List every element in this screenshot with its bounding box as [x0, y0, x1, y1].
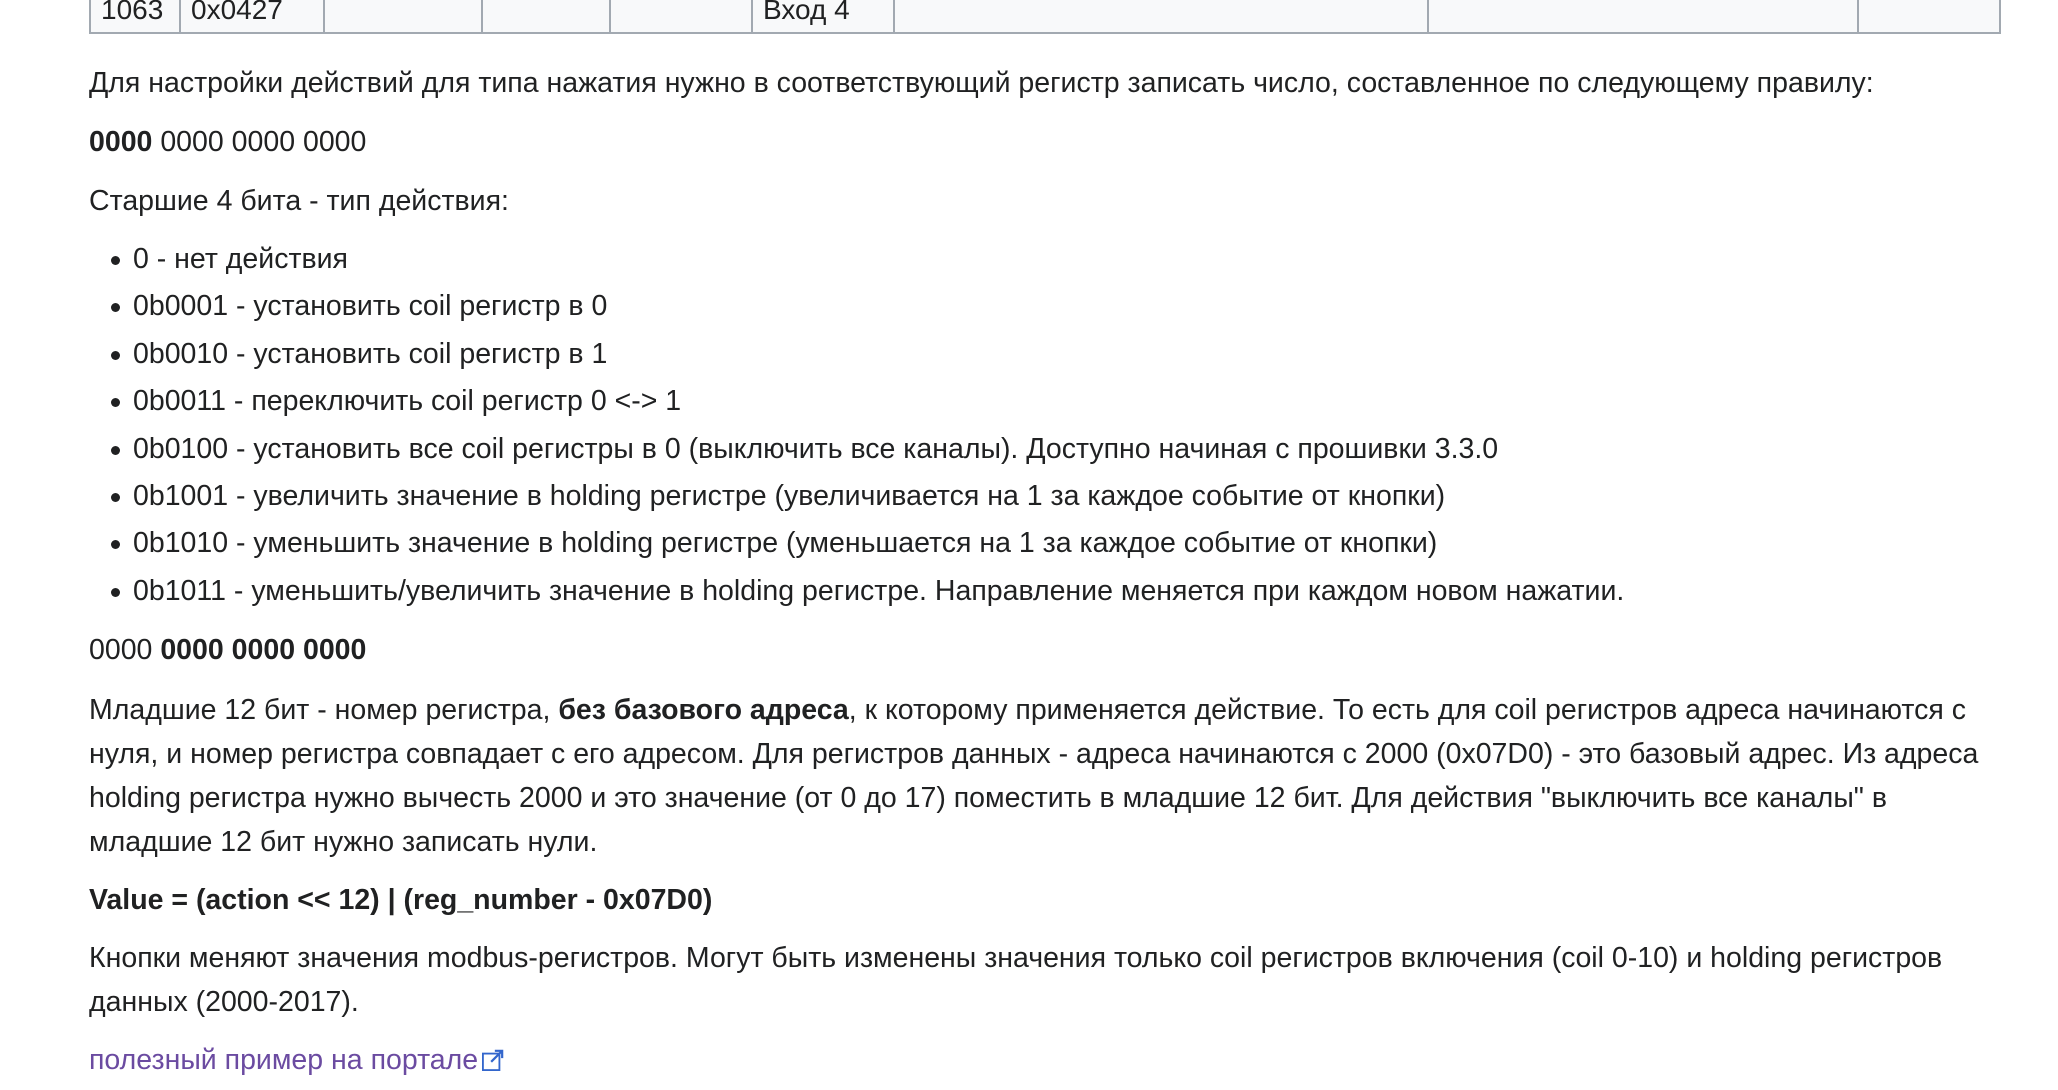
high-bits-bold: 0000: [89, 126, 153, 158]
list-item: [89, 283, 1624, 330]
formula-text: Value = (action << 12) | (reg_number - 0x07D0): [89, 884, 713, 916]
action-item-text: 0b1011 - уменьшить/увеличить значение в holding регистре. Направление меняется при каждом новом нажатии.: [133, 574, 1625, 607]
intro-paragraph: Для настройки действий для типа нажатия нужно в соответствующий регистр записать число, составленное по следующему правилу:: [89, 67, 1874, 99]
action-item-text: 0b0100 - установить все coil регистры в 0 (выключить все каналы). Доступно начиная с прошивки 3.3.0: [133, 432, 1499, 465]
bullet-icon: [111, 351, 120, 360]
action-item-text: 0b0010 - установить coil регистр в 1: [133, 337, 608, 370]
low-bits-bold: 0000 0000 0000: [160, 634, 367, 666]
portal-link-paragraph: [89, 1038, 504, 1084]
table-cell: 0x0427: [180, 0, 324, 33]
list-item: [89, 568, 1624, 615]
bit-layout-low: [89, 628, 366, 672]
bullet-icon: [111, 446, 120, 455]
low-bits-line: нуля, и номер регистра совпадает с его адресом. Для регистров данных - адреса начинаются с 2000 (0x07D0) - это базовый адрес. Из адреса: [89, 738, 1979, 770]
list-item: [89, 520, 1624, 567]
table-cell: Вход 4: [752, 0, 894, 33]
buttons-line: данных (2000-2017).: [89, 986, 359, 1018]
no-base-address-bold: без базового адреса: [558, 694, 849, 726]
bullet-icon: [111, 398, 120, 407]
table-cell: [1858, 0, 2000, 33]
low-bits-line: младшие 12 бит нужно записать нули.: [89, 826, 598, 858]
register-table-fragment: [89, 0, 2001, 34]
list-item: [89, 331, 1624, 378]
low-bits-line: [89, 688, 1966, 732]
bullet-icon: [111, 540, 120, 549]
low-bits-text: , к которому применяется действие. То есть для coil регистров адреса начинаются с: [848, 694, 1966, 726]
list-item: [89, 426, 1624, 473]
list-item: [89, 378, 1624, 425]
table-cell: [610, 0, 752, 33]
action-item-text: 0b1010 - уменьшить значение в holding регистре (уменьшается на 1 за каждое событие от кнопки): [133, 527, 1438, 560]
table-cell: [1428, 0, 1858, 33]
bit-layout-rest: 0000 0000 0000: [152, 126, 367, 158]
action-item-text: 0b0011 - переключить coil регистр 0 <-> 1: [133, 385, 682, 418]
action-item-text: 0b1001 - увеличить значение в holding регистре (увеличивается на 1 за каждое событие от кнопки): [133, 479, 1446, 512]
bit-layout-plain: 0000: [89, 634, 161, 666]
bullet-icon: [111, 256, 120, 265]
table-cell: 1063: [90, 0, 180, 33]
external-link-icon[interactable]: [482, 1040, 504, 1084]
portal-link-text[interactable]: полезный пример на портале: [89, 1044, 479, 1076]
table-cell: [482, 0, 610, 33]
bullet-icon: [111, 493, 120, 502]
table-cell: [324, 0, 482, 33]
portal-example-link[interactable]: [89, 1044, 504, 1076]
low-bits-text: Младшие 12 бит - номер регистра,: [89, 694, 559, 726]
action-item-text: 0b0001 - установить coil регистр в 0: [133, 290, 608, 323]
list-item: [89, 236, 1624, 283]
buttons-line: Кнопки меняют значения modbus-регистров. Могут быть изменены значения только coil регистров включения (coil 0-10) и holding регистров: [89, 942, 1943, 974]
bullet-icon: [111, 588, 120, 597]
bullet-icon: [111, 303, 120, 312]
formula: [89, 878, 712, 922]
table-cell: [894, 0, 1428, 33]
bit-layout-high: [89, 120, 366, 164]
list-item: [89, 473, 1624, 520]
low-bits-line: holding регистра нужно вычесть 2000 и это значение (от 0 до 17) поместить в младшие 12 бит. Для действия "выключить все каналы" в: [89, 782, 1887, 814]
action-list: [89, 236, 1624, 615]
action-item-text: 0 - нет действия: [133, 243, 348, 275]
table-row: [90, 0, 2000, 33]
high-bits-caption: Старшие 4 бита - тип действия:: [89, 185, 509, 217]
